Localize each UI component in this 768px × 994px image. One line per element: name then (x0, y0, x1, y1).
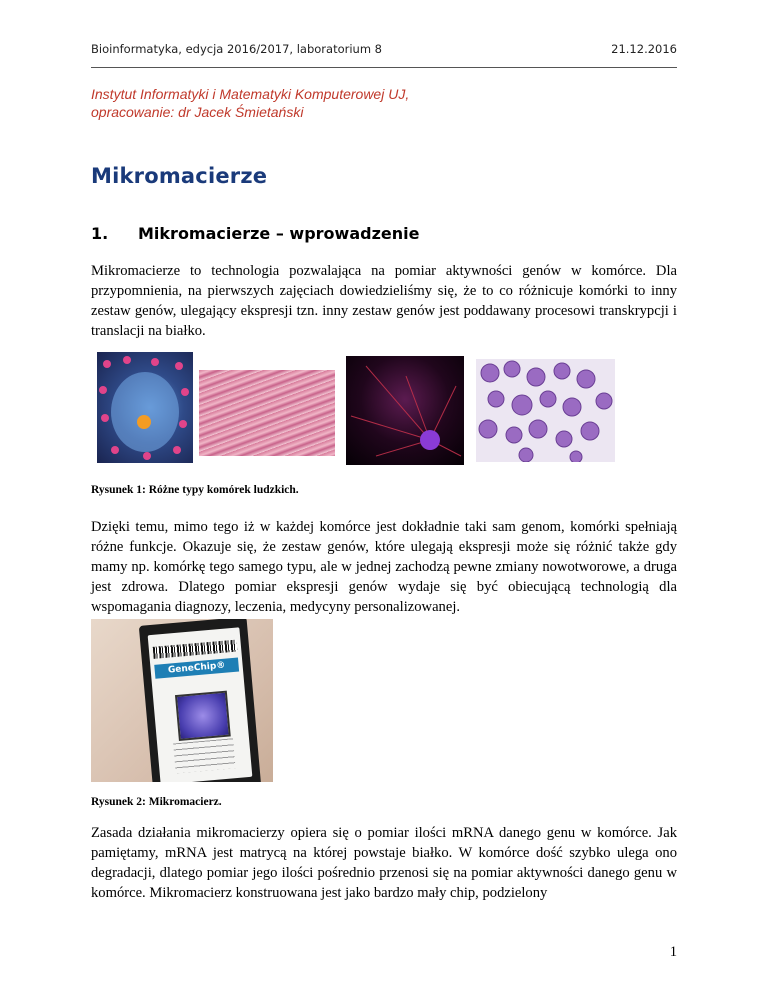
institution-line: Instytut Informatyki i Matematyki Komputerowej UJ, (91, 86, 410, 102)
figure-1-caption: Rysunek 1: Różne typy komórek ludzkich. (91, 484, 299, 496)
chip-brand: GeneChip® (154, 658, 239, 679)
section-number: 1. (91, 224, 109, 243)
barcode-icon (153, 640, 238, 659)
cell-image-3 (346, 356, 464, 465)
figure-2-caption: Rysunek 2: Mikromacierz. (91, 796, 222, 808)
cell-image-1 (97, 352, 193, 463)
document-title: Mikromacierze (91, 164, 268, 188)
section-title: Mikromacierze – wprowadzenie (138, 224, 420, 243)
cell-image-4 (476, 359, 615, 462)
paragraph-genome: Dzięki temu, mimo tego iż w każdej komórce jest dokładnie taki sam genom, komórki spełniają różne funkcje. Okazuje się, że zestaw genów, które ulegają ekspresji może się różnić także gdy mamy np. komórkę tego samego typu, ale w jednej zachodzą pewne zmiany nowotworowe, a druga jest zdrowa. Dlatego pomiar ekspresji genów wydaje się być obiecującą technologią dla wspomagania diagnozy, leczenia, medycyny personalizowanej. (91, 519, 677, 615)
cell-image-2 (199, 370, 335, 456)
author-line: opracowanie: dr Jacek Śmietański (91, 104, 304, 120)
array-window (175, 691, 231, 741)
paragraph-intro: Mikromacierze to technologia pozwalająca na pomiar aktywności genów w komórce. Dla przypomnienia, na pierwszych zajęciach dowiedzieliśmy się, że to co różnicuje komórki to inny zestaw genów, ulegający ekspresji tzn. inny zestaw genów jest poddawany procesowi transkrypcji i translacji na białko. (91, 263, 677, 339)
page-number: 1 (669, 944, 677, 960)
microarray-photo (91, 619, 273, 782)
chip-fine-print (173, 738, 235, 773)
chip-label (148, 627, 253, 782)
paragraph-principle: Zasada działania mikromacierzy opiera się o pomiar ilości mRNA danego genu w komórce. Jak pamiętamy, mRNA jest matrycą na której powstaje białko. W komórce dość szybko ulega ono degradacji, dlatego pomiar jego ilości pośrednio przenosi się na pomiar aktywności danego genu w komórce. Mikromacierz konstruowana jest jako bardzo mały chip, podzielony (91, 825, 677, 901)
header-course: Bioinformatyka, edycja 2016/2017, laboratorium 8 (91, 42, 382, 56)
page-header (91, 42, 677, 62)
genechip-cartridge (139, 619, 261, 782)
header-divider (91, 67, 677, 68)
header-date: 21.12.2016 (611, 42, 677, 56)
institution-block (91, 85, 409, 121)
